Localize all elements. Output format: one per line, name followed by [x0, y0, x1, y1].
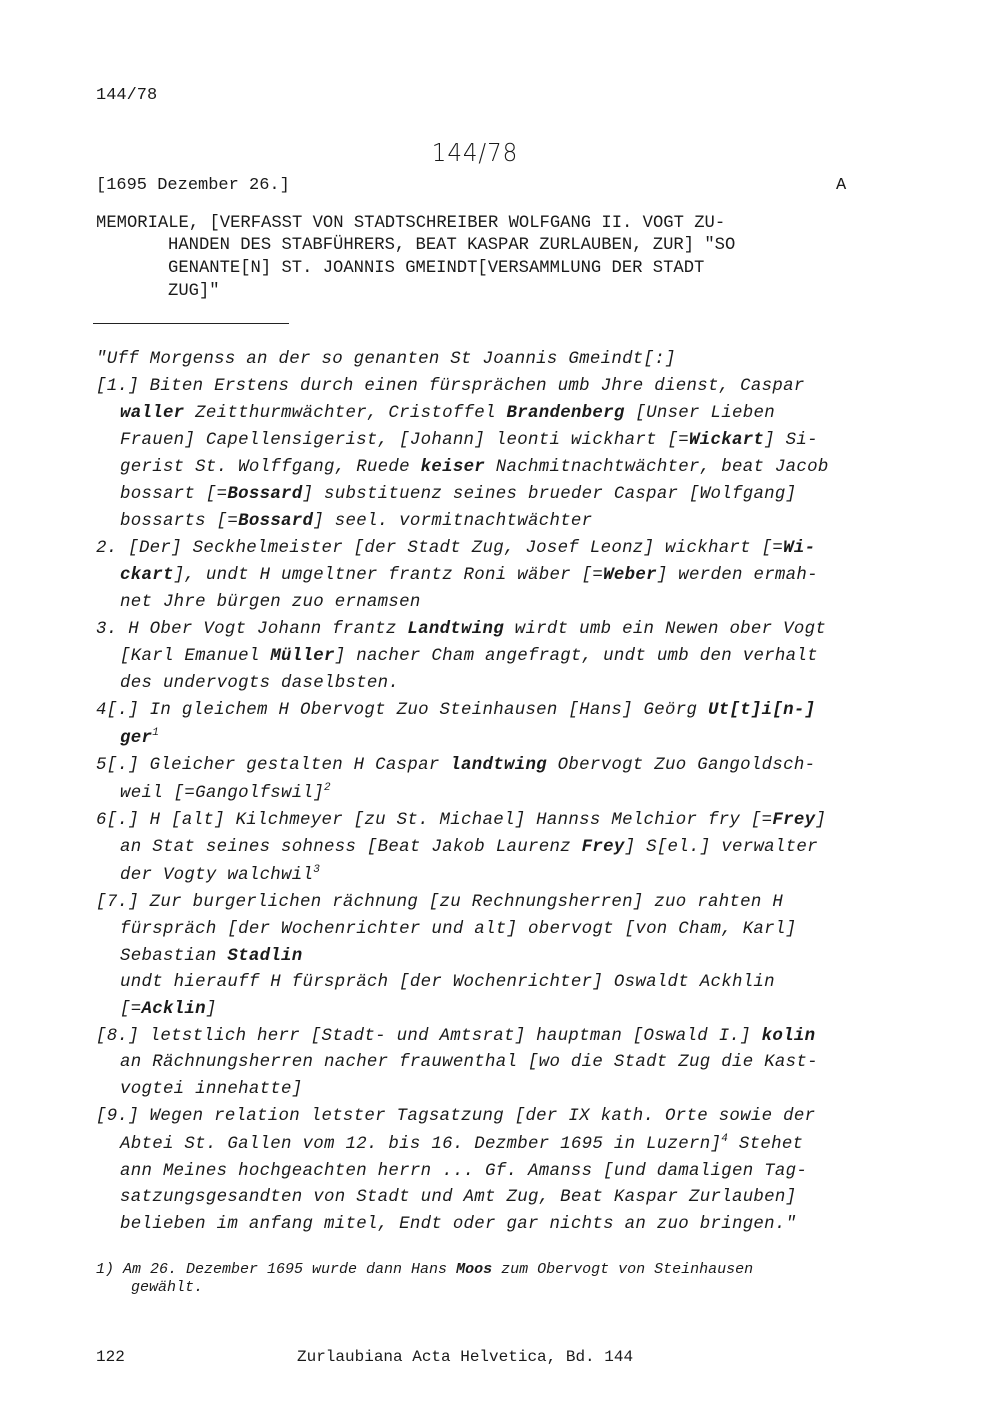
text-line: [1.] Biten Erstens durch einen fürsprächen umb Jhre dienst, Caspar: [96, 377, 805, 396]
name-emphasis: Moos: [456, 1261, 493, 1278]
text-line: Frauen] Capellensigerist, [Johann] leonti wickhart [=Wickart] Si-: [120, 431, 818, 450]
text-line: [120, 729, 159, 748]
footnote-marker: 1: [152, 727, 160, 740]
text-line: 4[.] In gleichem H Obervogt Zuo Steinhausen [Hans] Geörg Ut[t]i[n-]: [96, 701, 816, 720]
separator-rule: [93, 323, 289, 324]
document-reference: 144/78: [96, 86, 158, 105]
text-line: Abtei St. Gallen vom 12. bis 16. Dezmber 1695 in Luzern]$^4$ Stehet: [120, 1133, 804, 1154]
text-line: bossarts [=Bossard] seel. vormitnachtwächter: [120, 512, 593, 531]
text-line: [9.] Wegen relation letster Tagsatzung [der IX kath. Orte sowie der: [96, 1107, 816, 1126]
text-line: net Jhre bürgen zuo ernamsen: [120, 593, 421, 612]
text-line: [Karl Emanuel Müller] nacher Cham angefragt, undt umb den verhalt: [120, 647, 818, 666]
text-line: satzungsgesandten von Stadt und Amt Zug, Beat Kaspar Zurlauben]: [120, 1188, 797, 1207]
name-emphasis: Weber: [603, 566, 657, 585]
text-line: [8.] letstlich herr [Stadt- und Amtsrat] hauptman [Oswald I.] kolin: [96, 1027, 816, 1046]
text-line: belieben im anfang mitel, Endt oder gar nichts an zuo bringen.": [120, 1215, 797, 1234]
text-line: 6[.] H [alt] Kilchmeyer [zu St. Michael] Hannss Melchior fry [=Frey]: [96, 811, 827, 830]
name-emphasis: Wi-: [783, 539, 816, 558]
name-emphasis: keiser: [420, 458, 486, 477]
name-emphasis: Ut[t]i[n-]: [707, 701, 816, 720]
text-line: an Rächnungsherren nacher frauwenthal [wo die Stadt Zug die Kast-: [120, 1053, 818, 1072]
name-emphasis: Brandenberg: [506, 404, 625, 423]
name-emphasis: landtwing: [450, 756, 547, 775]
footnote: 1) Am 26. Dezember 1695 wurde dann Hans Moos zum Obervogt von Steinhausen: [96, 1261, 754, 1278]
title-line: GENANTE[N] ST. JOANNIS GMEINDT[VERSAMMLUNG DER STADT: [168, 259, 705, 278]
text-line: "Uff Morgenss an der so genanten St Joannis Gmeindt[:]: [96, 350, 676, 369]
name-emphasis: ckart: [120, 566, 174, 585]
title-line: MEMORIALE, [VERFASST VON STADTSCHREIBER WOLFGANG II. VOGT ZU-: [96, 214, 726, 233]
document-date: [1695 Dezember 26.]: [96, 176, 290, 195]
title-line: HANDEN DES STABFÜHRERS, BEAT KASPAR ZURLAUBEN, ZUR] "SO: [168, 236, 736, 255]
heading-number: 144/78: [431, 138, 519, 167]
name-emphasis: kolin: [761, 1027, 816, 1046]
text-line: [=Acklin]: [120, 1000, 217, 1019]
text-line: der Vogty walchwil$^3$: [120, 864, 321, 885]
name-emphasis: Wickart: [689, 431, 765, 450]
name-emphasis: Frey: [581, 838, 625, 857]
text-line: 5[.] Gleicher gestalten H Caspar landtwing Obervogt Zuo Gangoldsch-: [96, 756, 816, 775]
page-number: 122: [96, 1348, 125, 1366]
text-line: fürspräch [der Wochenrichter und alt] obervogt [von Cham, Karl]: [120, 920, 797, 939]
text-line: 3. H Ober Vogt Johann frantz Landtwing wirdt umb ein Newen ober Vogt: [96, 620, 827, 639]
document-letter: A: [836, 176, 847, 195]
name-emphasis: Acklin: [141, 1000, 206, 1019]
footnote-continuation: gewählt.: [131, 1279, 204, 1296]
footnote-marker: 4: [721, 1133, 729, 1146]
name-emphasis: Müller: [270, 647, 335, 666]
name-emphasis: Frey: [772, 811, 816, 830]
text-line: ckart], undt H umgeltner frantz Roni wäber [=Weber] werden ermah-: [120, 566, 818, 585]
text-line: ann Meines hochgeachten herrn ... Gf. Amanss [und damaligen Tag-: [120, 1162, 808, 1181]
text-line: waller Zeitthurmwächter, Cristoffel Brandenberg [Unser Lieben: [120, 404, 775, 423]
text-line: des undervogts daselbsten.: [120, 674, 400, 693]
text-line: an Stat seines sohness [Beat Jakob Laurenz Frey] S[el.] verwalter: [120, 838, 818, 857]
name-emphasis: waller: [120, 404, 185, 423]
text-line: gerist St. Wolffgang, Ruede keiser Nachmitnachtwächter, beat Jacob: [120, 458, 829, 477]
name-emphasis: Bossard: [238, 512, 314, 531]
name-emphasis: Bossard: [227, 485, 303, 504]
text-line: weil [=Gangolfswil]$^2$: [120, 782, 331, 803]
name-emphasis: Landtwing: [407, 620, 504, 639]
text-line: bossart [=Bossard] substituenz seines brueder Caspar [Wolfgang]: [120, 485, 797, 504]
series-title: Zurlaubiana Acta Helvetica, Bd. 144: [297, 1348, 634, 1366]
text-line: vogtei innehatte]: [120, 1080, 303, 1099]
name-emphasis: ger: [120, 729, 153, 748]
footnote-marker: 2: [324, 782, 331, 795]
text-line: undt hierauff H fürspräch [der Wochenrichter] Oswaldt Ackhlin: [120, 973, 775, 992]
text-line: [7.] Zur burgerlichen rächnung [zu Rechnungsherren] zuo rahten H: [96, 893, 784, 912]
footnote-marker: 3: [313, 864, 321, 877]
text-line: Sebastian Stadlin: [120, 947, 303, 966]
title-line: ZUG]": [168, 282, 220, 301]
text-line: 2. [Der] Seckhelmeister [der Stadt Zug, Josef Leonz] wickhart [=Wi-: [96, 539, 816, 558]
name-emphasis: Stadlin: [227, 947, 303, 966]
